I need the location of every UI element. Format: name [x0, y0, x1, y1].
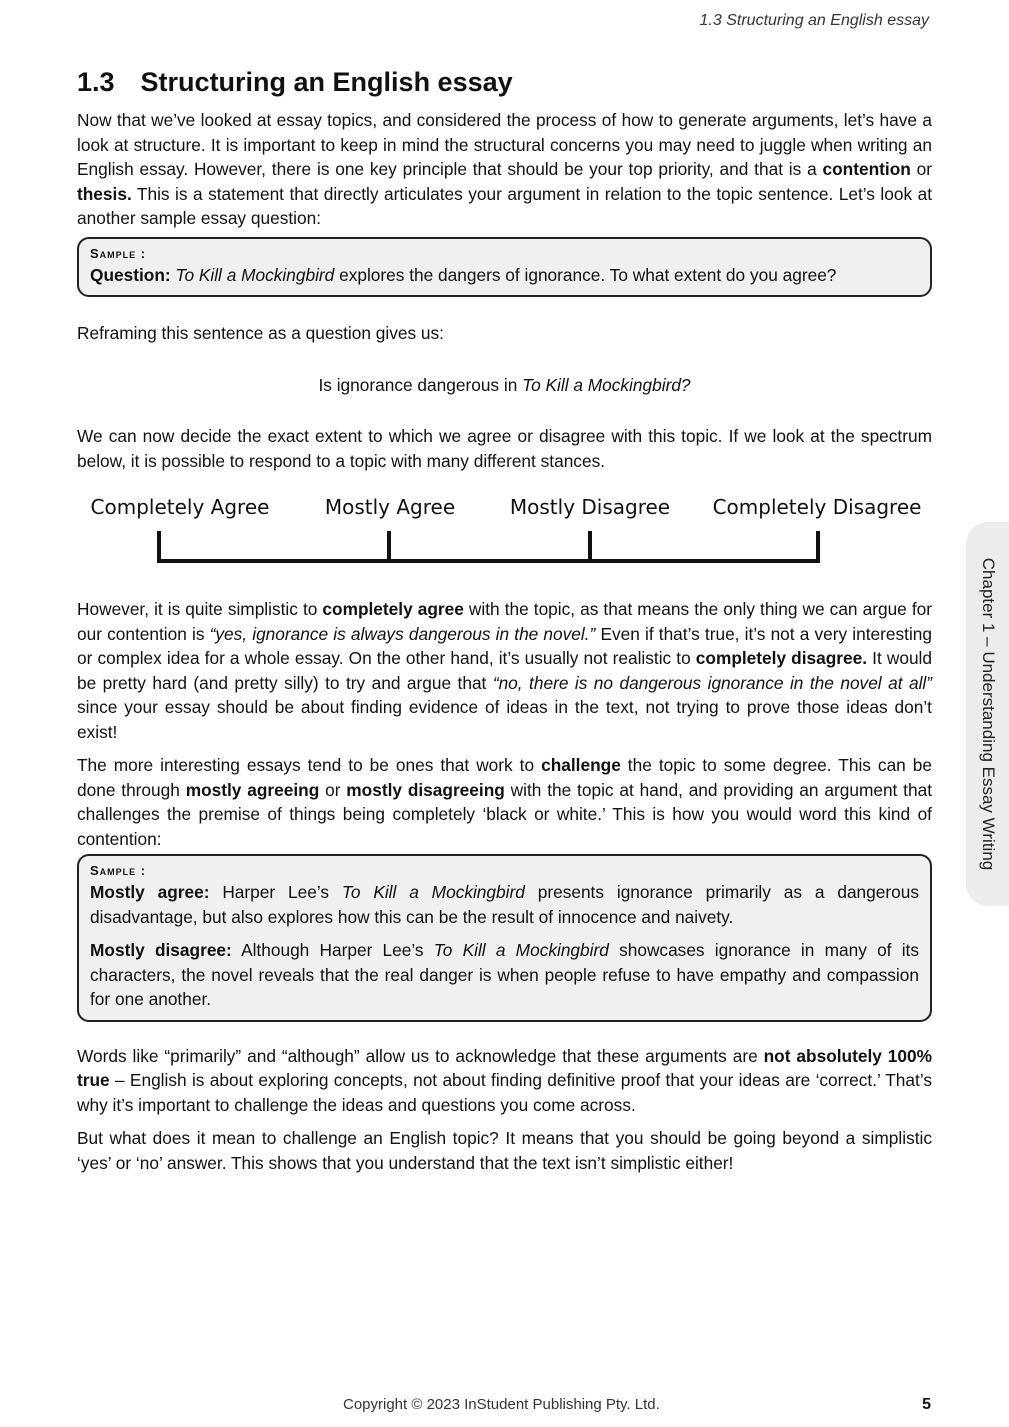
section-heading: [77, 62, 932, 102]
spectrum-tick: [157, 531, 161, 563]
spectrum-tick: [588, 531, 592, 563]
spectrum-label-mostly-disagree: Mostly Disagree: [509, 495, 671, 519]
page-content: [77, 62, 932, 1175]
reframing-paragraph: Reframing this sentence as a question gives us:: [77, 323, 444, 343]
spectrum-label-completely-agree: Completely Agree: [90, 495, 270, 519]
sample-question: Question: To Kill a Mockingbird explores the dangers of ignorance. To what extent do you agree?: [90, 264, 837, 285]
spectrum-intro-paragraph: We can now decide the exact extent to which we agree or disagree with this topic. If we look at the spectrum below, it is possible to respond to a topic with many different stances.: [77, 426, 932, 471]
spectrum-line: [157, 559, 820, 563]
sample-mostly-disagree: Mostly disagree: Although Harper Lee’s To Kill a Mockingbird showcases ignorance in many of its characters, the novel reveals that the real danger is when people refuse to have empathy and compassion for one another.: [90, 940, 919, 1009]
running-header: 1.3 Structuring an English essay: [699, 12, 929, 29]
agreement-spectrum: [77, 495, 932, 575]
section-number: 1.3: [77, 67, 115, 97]
challenge-paragraph: The more interesting essays tend to be ones that work to challenge the topic to some degree. This can be done through mostly agreeing or mostly disagreeing with the topic at hand, and providing an argument that challenges the premise of things being completely ‘black or white.’ This is how you would word this kind of contention:: [77, 755, 933, 849]
spectrum-label-mostly-agree: Mostly Agree: [324, 495, 456, 519]
simplistic-paragraph: However, it is quite simplistic to completely agree with the topic, as that means the only thing we can argue for our contention is “yes, ignorance is always dangerous in the novel.” Even if that’s true, it’s not a very interesting or complex idea for a whole essay. On the other hand, it’s usually not realistic to completely disagree. It would be pretty hard (and pretty silly) to try and argue that “no, there is no dangerous ignorance in the novel at all” since your essay should be about finding evidence of ideas in the text, not trying to prove those ideas don’t exist!: [77, 599, 933, 742]
challenge-topic-paragraph: But what does it mean to challenge an English topic? It means that you should be going beyond a simplistic ‘yes’ or ‘no’ answer. This shows that you understand that the text isn’t simplistic either!: [77, 1128, 932, 1173]
spectrum-label-completely-disagree: Completely Disagree: [712, 495, 922, 519]
copyright-notice: Copyright © 2023 InStudent Publishing Pty. Ltd.: [343, 1396, 660, 1413]
section-title: Structuring an English essay: [140, 67, 513, 97]
sample-question-box: [77, 237, 932, 298]
chapter-side-tab-label: Chapter 1 – Understanding Essay Writing: [978, 557, 998, 871]
spectrum-tick: [816, 531, 820, 563]
reframed-question: Is ignorance dangerous in To Kill a Mockingbird?: [318, 374, 691, 395]
sample-contention-box: [77, 854, 932, 1022]
acknowledge-paragraph: Words like “primarily” and “although” allow us to acknowledge that these arguments are not absolutely 100% true – English is about exploring concepts, not about finding definitive proof that your ideas are ‘correct.’ That’s why it’s important to challenge the ideas and questions you come across.: [77, 1045, 933, 1115]
page-number: 5: [922, 1396, 931, 1413]
sample-mostly-agree: Mostly agree: Harper Lee’s To Kill a Mockingbird presents ignorance primarily as a dangerous disadvantage, but also explores how this can be the result of innocence and naivety.: [90, 882, 920, 927]
spectrum-tick: [387, 531, 391, 563]
sample-tag: Sample :: [90, 245, 147, 261]
chapter-side-tab: [966, 522, 1009, 906]
sample-tag: Sample :: [90, 863, 147, 878]
intro-paragraph: Now that we’ve looked at essay topics, and considered the process of how to generate arguments, let’s have a look at structure. It is important to keep in mind the structural concerns you may need to juggle when writing an English essay. However, there is one key principle that should be your top priority, and that is a contention or thesis. This is a statement that directly articulates your argument in relation to the topic sentence. Let’s look at another sample essay question:: [77, 110, 932, 228]
